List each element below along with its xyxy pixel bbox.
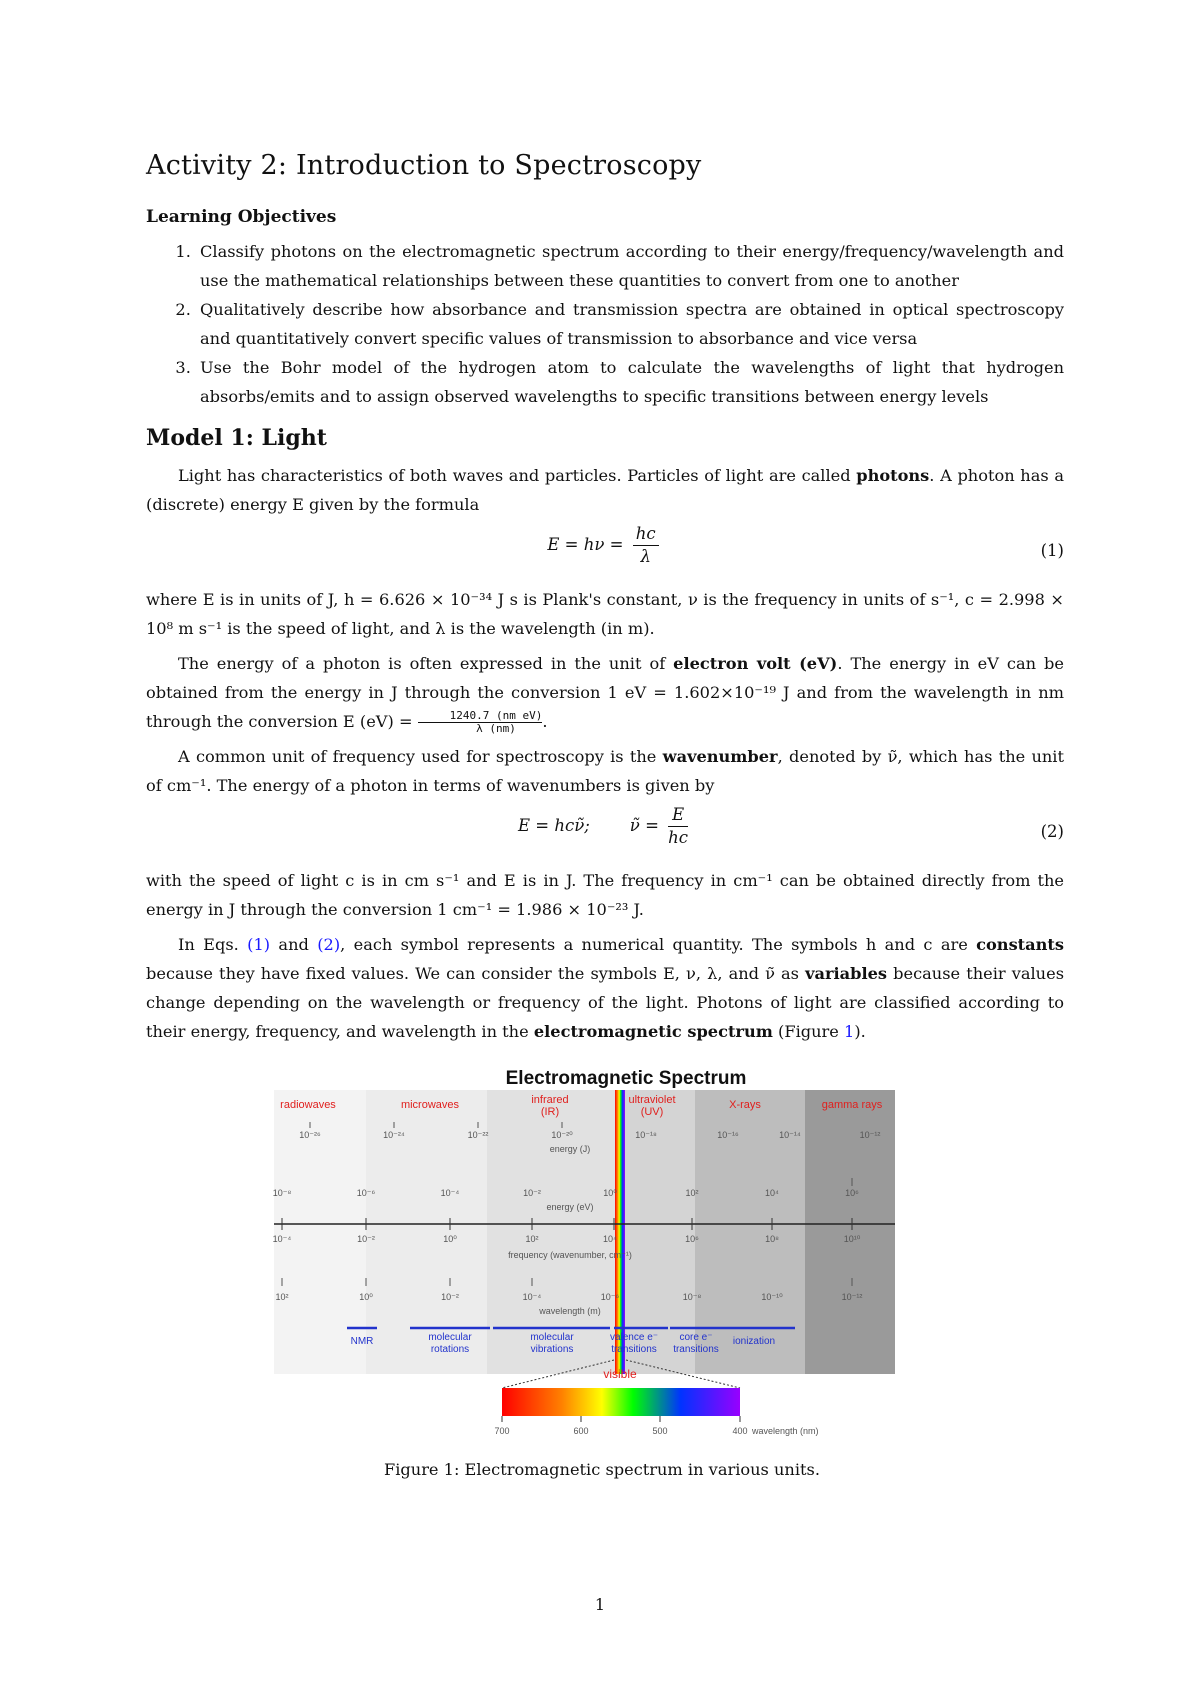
learning-objectives-heading: Learning Objectives: [146, 207, 337, 227]
tick-wavenumber: 10²: [525, 1234, 539, 1244]
tick-wavelength: 10⁻²: [441, 1292, 459, 1302]
region-label: (UV): [640, 1106, 664, 1118]
paragraph-constants-variables: In Eqs. (1) and (2), each symbol represents a numerical quantity. The symbols h and c are constants because they have fixed values. We can consider the symbols E, ν, λ, and ν̃ as variables because their values change depending on the wavelength or frequency of the light. Photons of light are classified according to their energy, frequency, and wavelength in the electromagnetic spectrum (Figure 1).: [146, 935, 1065, 1041]
tick-wavenumber: 10⁻⁴: [272, 1234, 292, 1244]
transition-label: vibrations: [530, 1344, 574, 1355]
tick-wavelength: 10⁻⁸: [682, 1292, 702, 1302]
tick-wavelength: 10⁻¹⁰: [761, 1292, 783, 1302]
axis-label-energy-j: energy (J): [549, 1144, 591, 1154]
region-label: infrared: [531, 1094, 569, 1106]
transition-label: transitions: [611, 1344, 657, 1355]
region-label: gamma rays: [821, 1099, 883, 1111]
transition-label: core e⁻: [679, 1332, 713, 1343]
tick-energy-j: 10⁻²⁶: [299, 1130, 321, 1140]
region-label: microwaves: [400, 1099, 460, 1111]
axis-label-wavenumber: frequency (wavenumber, cm⁻¹): [508, 1250, 632, 1260]
tick-energy-ev: 10²: [685, 1188, 699, 1198]
tick-wavelength: 10⁻¹²: [841, 1292, 863, 1302]
region-label: (IR): [540, 1106, 560, 1118]
figure-em-spectrum: [140, 1060, 1064, 1479]
tick-wavelength: 10²: [275, 1292, 289, 1302]
tick-energy-j: 10⁻¹⁶: [717, 1130, 739, 1140]
axis-label-wavelength: wavelength (m): [539, 1306, 601, 1316]
equation-1: E = hν = $\frac{hc}{\lambda}$ (1): [547, 524, 1064, 566]
tick-energy-j: 10⁻¹²: [859, 1130, 881, 1140]
model-heading: Model 1: Light: [146, 425, 327, 451]
tick-visible: 700: [494, 1426, 510, 1436]
tick-energy-ev: 10⁻⁸: [272, 1188, 292, 1198]
objective-item: 2. Qualitatively describe how absorbance and transmission spectra are obtained in optical spectroscopy and quantitatively convert specific values of transmission to absorbance and vice versa: [196, 295, 1064, 353]
visible-label: visible: [603, 1367, 637, 1381]
tick-wavenumber: 10⁸: [765, 1234, 779, 1244]
tick-energy-j: 10⁻²²: [467, 1130, 489, 1140]
tick-energy-ev: 10⁻⁴: [440, 1188, 460, 1198]
tick-energy-ev: 10⁴: [765, 1188, 779, 1198]
objective-item: 3. Use the Bohr model of the hydrogen atom to calculate the wavelengths of light that hydrogen absorbs/emits and to assign observed wavelengths to specific transitions between energy levels: [196, 353, 1064, 411]
transition-label: rotations: [430, 1344, 470, 1355]
paragraph-photons: Light has characteristics of both waves and particles. Particles of light are called photons. A photon has a (discrete) energy E given by the formula: [146, 466, 1064, 514]
transition-label: molecular: [428, 1332, 472, 1343]
transition-label: NMR: [350, 1336, 374, 1347]
objective-item: 1. Classify photons on the electromagnetic spectrum according to their energy/frequency/wavelength and use the mathematical relationships between these quantities to convert from one to another: [196, 237, 1064, 295]
figure-title: Electromagnetic Spectrum: [505, 1068, 747, 1089]
transition-label: valence e⁻: [609, 1332, 659, 1343]
band-gamma: [805, 1090, 895, 1374]
tick-visible: 400: [732, 1426, 748, 1436]
figure-caption: Figure 1: Electromagnetic spectrum in various units.: [384, 1460, 820, 1479]
visible-axis-label: wavelength (nm): [752, 1426, 819, 1436]
paragraph-cm-conversion: with the speed of light c is in cm s⁻¹ and E is in J. The frequency in cm⁻¹ can be obtained directly from the energy in J through the conversion 1 cm⁻¹ = 1.986 × 10⁻²³ J.: [146, 871, 1064, 919]
tick-energy-ev: 10⁶: [845, 1188, 859, 1198]
tick-energy-j: 10⁻²⁰: [551, 1130, 573, 1140]
figure-ref-link[interactable]: 1: [844, 1022, 855, 1041]
tick-visible: 600: [573, 1426, 589, 1436]
document-page: [146, 150, 1064, 1479]
tick-energy-ev: 10⁻⁶: [356, 1188, 376, 1198]
tick-wavenumber: 10⁴: [603, 1234, 617, 1244]
paragraph-electron-volt: The energy of a photon is often expressed in the unit of electron volt (eV). The energy in eV can be obtained from the energy in J through the conversion 1 eV = 1.602×10⁻¹⁹ J and from the wavelength in nm through the conversion E (eV) = $\frac{\text{1240.7 (nm eV)}}{\lambda (nm)}$ .: [146, 654, 1065, 735]
equation-ref-link[interactable]: (1): [247, 935, 271, 954]
paragraph-constants: where E is in units of J, h = 6.626 × 10⁻³⁴ J s is Plank's constant, ν is the frequency in units of s⁻¹, c = 2.998 × 10⁸ m s⁻¹ is the speed of light, and λ is the wavelength (in m).: [146, 590, 1064, 638]
tick-wavelength: 10⁻⁶: [600, 1292, 620, 1302]
paragraph-wavenumber: A common unit of frequency used for spectroscopy is the wavenumber, denoted by ν̃, which has the unit of cm⁻¹. The energy of a photon in terms of wavenumbers is given by: [146, 747, 1064, 795]
region-label: radiowaves: [280, 1099, 336, 1111]
equation-2: E = hcν̃; ν̃ = $\frac{E}{hc}$ (2): [517, 805, 1064, 847]
page-number: 1: [594, 1595, 606, 1614]
em-spectrum-diagram: [140, 1060, 1070, 1452]
transition-label: ionization: [732, 1336, 776, 1347]
transition-label: molecular: [530, 1332, 574, 1343]
tick-energy-ev: 10⁰: [603, 1188, 617, 1198]
objectives-list: [146, 237, 1064, 411]
equation-ref-link[interactable]: (2): [317, 935, 341, 954]
page-title: Activity 2: Introduction to Spectroscopy: [146, 150, 702, 181]
tick-wavenumber: 10¹⁰: [843, 1234, 861, 1244]
visible-gradient-bar: [502, 1388, 740, 1416]
tick-wavelength: 10⁰: [359, 1292, 373, 1302]
tick-energy-ev: 10⁻²: [523, 1188, 541, 1198]
tick-wavenumber: 10⁶: [685, 1234, 699, 1244]
tick-wavenumber: 10⁰: [443, 1234, 457, 1244]
region-label: X-rays: [729, 1099, 761, 1111]
tick-visible: 500: [652, 1426, 668, 1436]
tick-energy-j: 10⁻²⁴: [383, 1130, 405, 1140]
tick-energy-j: 10⁻¹⁴: [779, 1130, 801, 1140]
axis-label-energy-ev: energy (eV): [546, 1202, 594, 1212]
region-label: ultraviolet: [628, 1094, 676, 1106]
transition-label: transitions: [673, 1344, 719, 1355]
tick-wavenumber: 10⁻²: [357, 1234, 375, 1244]
equation-label: (1): [1040, 541, 1064, 560]
tick-energy-j: 10⁻¹⁸: [635, 1130, 657, 1140]
tick-wavelength: 10⁻⁴: [522, 1292, 542, 1302]
equation-label: (2): [1040, 822, 1064, 841]
